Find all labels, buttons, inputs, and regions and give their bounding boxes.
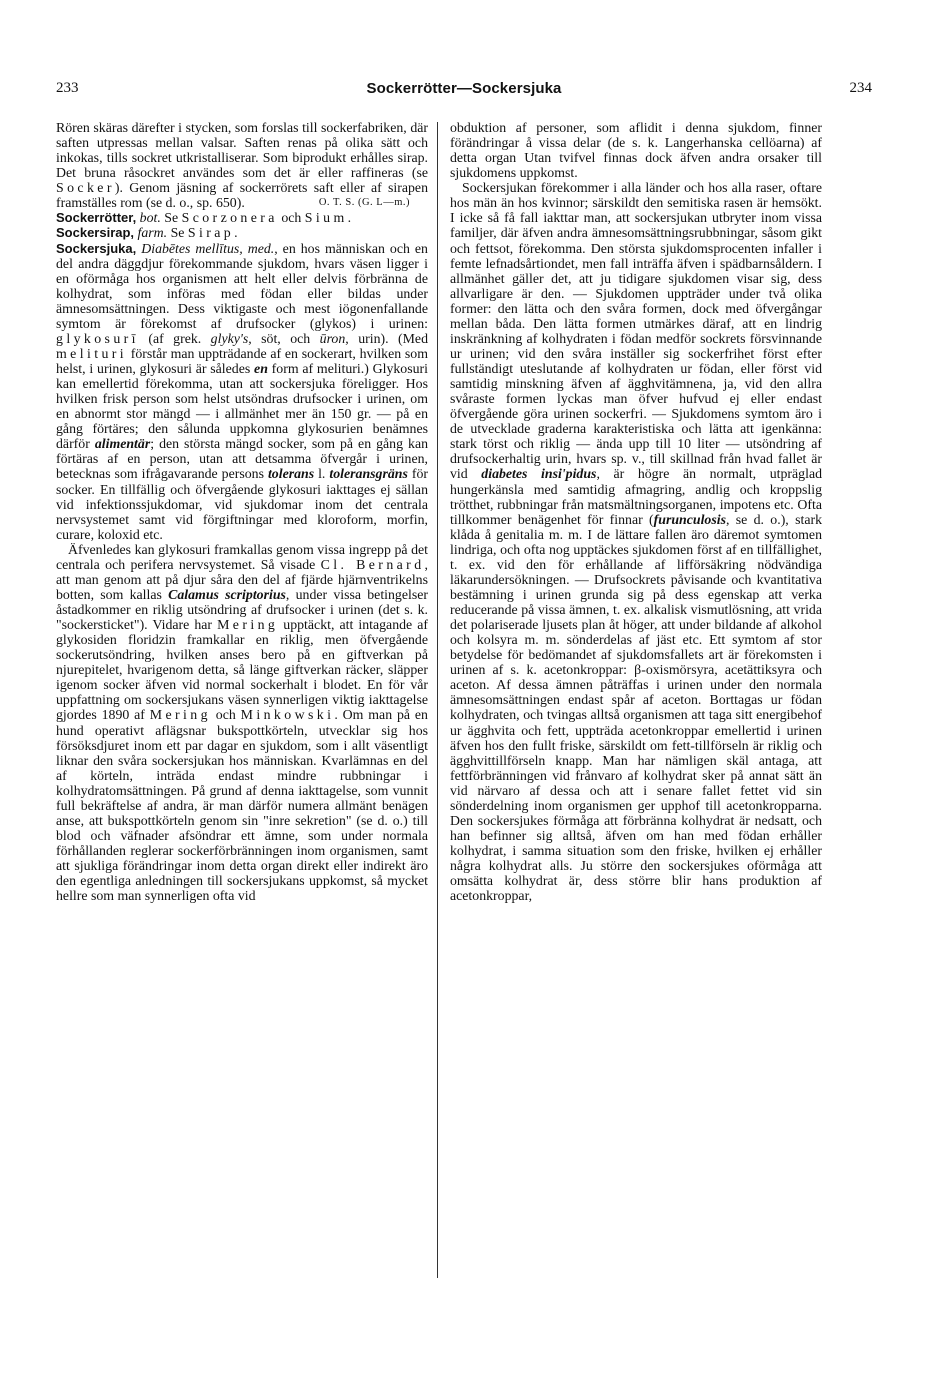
headword-sockersjuka: Sockersjuka, [56,240,137,256]
running-header [56,80,872,102]
running-title: Sockerrötter—Sockersjuka [366,80,562,97]
entry-sockerrotter: Sockerrötter, bot. Se Scorzonera och Sium. [56,210,352,226]
page-number-right: 234 [849,80,872,96]
page-number-left: 233 [56,80,79,96]
paragraph-obduktion: obduktion af personer, som aflidit i denna sjukdom, finner förändringar å vissa delar (de s. k. Langerhanska cellöarna) af detta organ Utan tvifvel finnas dock äfven andra orsaker till sjukdomens uppkomst. [450,120,822,181]
column-divider [437,122,438,1278]
entry-sockersirap: Sockersirap, farm. Se Sirap. [56,225,238,241]
column-left [56,120,428,903]
paragraph-forekomst: Sockersjukan förekommer i alla länder och hos alla raser, oftare hos män än hos kvinnor; särskildt den semitiska rasen är hemsökt. I icke så få fall iakttar man, att sockersjukan utbryter inom vissa familjer, där äfven andra ämnesomsättningsrubbningar, såsom gikt och fettsot, förekomma. Den största sjukdomsprocenten infaller i femte lefnadsårtiondet, men fall inträffa äfven i spädbarnsåldern. I allmänhet gäller det, att ju tidigare sjukdomen visar sig, dess allvarligare är den. — Sjukdomen uppträder under två olika former: den lätta och den svåra formen, dock med öfvergångar mellan båda. Den lätta formen utmärkes däraf, att en lindrig inskränkning af kolhydraten i födan medför sockrets försvinnande ur urinen; vid den svåra inställer sig sockerfrihet först efter fullständigt uteslutande af kolhydraten ur födan, eller först vid samtidig minskning äfven af ägghvitämnena, ja, vid den allra svåraste formen lyckas man öfver hufvud ej eller endast öfvergående göra urinen sockerfri. — Sjukdomens symtom äro i de utvecklade graderna karakteristiska och lätta att igenkänna: stark törst och riklig — ända upp till 10 liter — utsöndring af drufsockerhaltig urin, hvars sp. v., till skillnad från hvad fallet är vid diabetes insi'pidus, är högre än normalt, utpräglad hungerkänsla med samtidig afmagring, andlig och kroppslig trötthet, rubbningar från matsmältningsorganen, impotens etc. Ofta tillkommer benägenhet för finnar (furunculosis, se d. o.), stark klåda å genitalia m. m. I de lättare fallen äro däremot symtomen lindriga, och ofta nog upptäckes sjukdomen först af en tillfällighet, t. ex. vid den för erhållande af lifförsäkring nödvändiga läkarundersökningen. — Drufsockrets påvisande och kvantitativa bestämning i urinen grunda sig på dess egenskap att verka reducerande på vissa ämnen, t. ex. alkalisk vismutlösning, att vrida det polariserade ljusets plan åt höger, att under bildande af alkohol och kolsyra m. m. sönderdelas af jäst etc. Ett symtom af stor betydelse för bedömandet af sjukdomsfallets art är förekomsten i urinen af s. k. acetonkroppar: β-oxismörsyra, acetättiksyra och aceton. Af dessa ämnen påträffas i urinen under den normala ämnesomsättningen endast spår af aceton. Borttagas ur födan kolhydraten, och tvingas alltså organismen att taga sitt energibehof ur ägghvita och fett, uppträda acetonkroppar emellertid i urinen äfven hos den fullt friske, särskildt om fett-tillförseln är riklig och ägghvittillförseln knapp. Man har nämligen skäl antaga, att fettförbränningen vid frånvaro af kolhydrat sker på annat sätt än vid närvaro af dessa och att i senare fallet fettet vid sin sönderdelning inom organismen ger upphof till acetonkropparna. Den sockersjukes förmåga att förbränna kolhydrat är nedsatt, och han befinner sig alltså, äfven om han med födan erhåller kolhydrat, i samma situation som den friske, hvilken ej erhåller några kolhydrat alls. Ju större den sockersjukes oförmåga att omsätta kolhydrat är, dess större blir hans produktion af acetonkroppar, [450,180,823,904]
entry-sockersjuka: Sockersjuka, Diabētes mellītus, med., en hos människan och en del andra däggdjur förekommande sjukdom, hvars väsen ligger i en oförmåga hos organismen att helt eller delvis förbränna de kolhydrat, som införas med födan eller bildas under ämnesomsättningen. Dess viktigaste och mest iögonenfallande symtom är förekomst af drufsocker (glykos) i urinen: glykosurī (af grek. glyky's, söt, och ūron, urin). (Med melituri förstår man uppträdande af en sockerart, hvilken som helst, i urinen, glykosuri är således en form af melituri.) Glykosuri kan emellertid förekomma, utan att sockersjuka föreligger. Hos hvilken frisk person som helst utsöndras drufsocker i urinen, om en abnormt stor mängd — i allmänhet mer än 150 gr. — på en gång förtäres; den sålunda uppkomna glykosurien benämnes därför alimentär; den största mängd socker, som på en gång kan förtäras af en person, utan att detsamma öfvergår i urinen, betecknas som ifrågavarande persons tolerans l. toleransgräns för socker. En tillfällig och öfvergående glykosuri iakttages ej sällan vid infektionssjukdomar, vid sjukdomar inom det centrala nervsystemet samt vid förgiftningar med kloroform, morfin, curare, koloxid etc. [56,240,429,542]
paragraph-sockerror-continued: Rören skäras därefter i stycken, som forslas till sockerfabriken, där saften utpressas mellan valsar. Saften renas på olika sätt och inkokas, tills sockret utkristalliserar. Som biprodukt erhålles sirap. Det bruna råsockret användes som det är eller raffineras (se Socker). Genom jäsning af sockerrörets saft eller af sirapen framställes rom (se d. o., sp. 650). O. T. S. (G. L—m.) [56,120,428,211]
headword-sockerrotter: Sockerrötter, [56,210,137,226]
paragraph-nervous-system: Äfvenledes kan glykosuri framkallas genom vissa ingrepp på det centrala och perifera nervsystemet. Så visade Cl. Bernard, att man genom att på djur såra den del af fjärde hjärnventrikelns botten, som kallas Calamus scriptorius, under vissa betingelser åstadkommer en riklig utsöndring af drufsocker i urinen (det s. k. "sockersticket"). Vidare har Mering upptäckt, att intagande af glykosiden floridzin framkallar en riklig, men öfvergående sockerutsöndring, hvilken anses bero på en giftverkan på njurepitelet, hvarigenom detta, så länge giftverkan räcker, släpper igenom socker äfven vid normal sockerhalt i blodet. En för vår uppfattning om sockersjukans väsen synnerligen viktig iakttagelse gjordes 1890 af Mering och Minkowski. Om man på en hund operativt aflägsnar bukspottkörteln, utvecklar sig hos försöksdjuret inom ett par dagar en sjukdom, som i allt väsentligt liknar den svåra sockersjukan hos människan. Kvarlämnas en del af körteln, inträda endast mindre rubbningar i kolhydratomsättningen. På grund af denna iakttagelse, som vunnit full bekräftelse af andra, är man därför numera allmänt benägen anse, att bukspottkörteln genom sin "inre sekretion" (se d. o.) till blod och väfnader afsöndrar ett ämne, som under normala förhållanden reglerar sockerförbränningen inom organismen, samt att sjukliga förändringar inom detta organ direkt eller indirekt äro den egentliga anledningen till sockersjukans uppkomst, så mycket hellre som man synnerligen ofta vid [56,541,428,904]
column-right [450,120,822,903]
headword-sockersirap: Sockersirap, [56,225,135,241]
author-signature: O. T. S. (G. L—m.) [318,197,410,209]
